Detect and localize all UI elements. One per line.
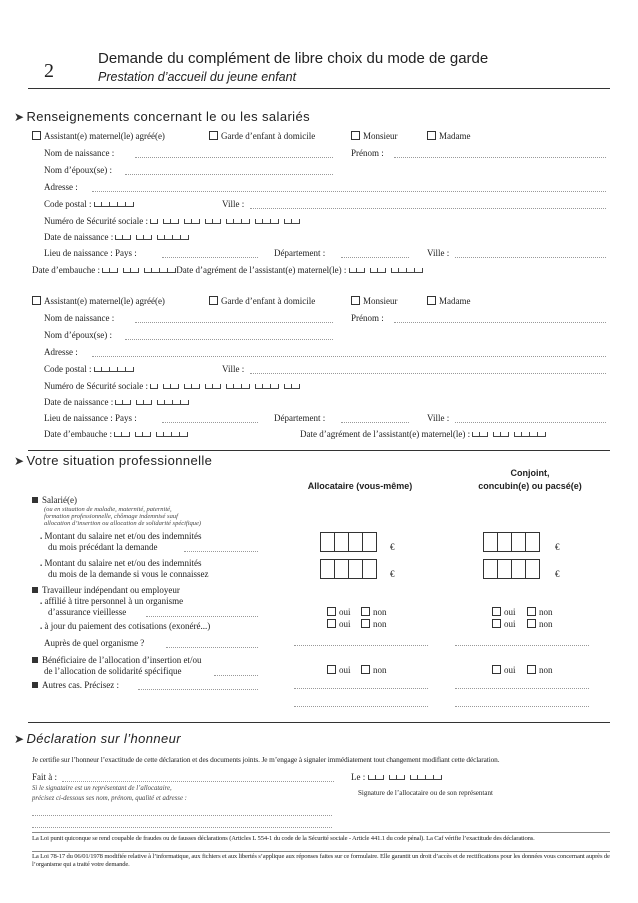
- label-oui: oui: [504, 665, 516, 675]
- label-montant1-b: du mois précédant la demande: [48, 542, 158, 552]
- checkbox-monsieur-2[interactable]: [351, 296, 360, 305]
- section-situation-rule: [28, 722, 610, 723]
- checkbox-benef-oui-a[interactable]: [327, 665, 336, 674]
- field-date-signature[interactable]: [368, 772, 442, 782]
- label-oui: oui: [339, 607, 351, 617]
- field-code-postal-2[interactable]: [94, 364, 134, 374]
- label-montant1-a: Montant du salaire net et/ou des indemnités: [44, 531, 202, 541]
- label-monsieur-2: Monsieur: [363, 296, 398, 306]
- field-date-naissance-2[interactable]: [115, 397, 189, 407]
- declaration-text: Je certifie sur l’honneur l’exactitude de cette déclaration et des documents joints. Je m’engage à signaler immédiatement tout changement modifiant cette déclaration.: [32, 755, 500, 764]
- field-prenom-2[interactable]: [394, 322, 606, 323]
- section-salaries-title: [14, 109, 310, 124]
- field-date-embauche-2[interactable]: [114, 429, 188, 439]
- label-prenom-1: Prénom :: [351, 148, 384, 158]
- label-nom-epoux-1: Nom d’époux(se) :: [44, 165, 112, 175]
- checkbox-jour-oui-a[interactable]: [327, 619, 336, 628]
- signature-label: Signature de l’allocataire ou de son représentant: [358, 789, 493, 797]
- dots: [184, 551, 258, 552]
- label-ville-2: Ville :: [222, 364, 245, 374]
- field-ville-naissance-2[interactable]: [455, 422, 606, 423]
- field-autres-b2[interactable]: [455, 706, 589, 707]
- field-fait-a[interactable]: [62, 781, 334, 782]
- field-autres-a1[interactable]: [294, 688, 428, 689]
- dots: [166, 647, 258, 648]
- label-beneficiaire-b: de l’allocation de solidarité spécifique: [44, 666, 182, 676]
- field-nss-1[interactable]: [150, 216, 300, 226]
- label-non: non: [373, 607, 387, 617]
- footer-rule-1: [32, 832, 610, 833]
- label-ville-1: Ville :: [222, 199, 245, 209]
- label-nom-epoux-2: Nom d’époux(se) :: [44, 330, 112, 340]
- label-departement-2: Département :: [274, 413, 326, 423]
- label-date-embauche-2: Date d’embauche :: [44, 429, 112, 439]
- label-date-naissance-1: Date de naissance :: [44, 232, 114, 242]
- euro-1b: €: [555, 542, 560, 552]
- footer-loi-fraude: La Loi punit quiconque se rend coupable de fraudes ou de fausses déclarations (Articles L 554-1 du code de la Sécurité sociale - Article 441.1 du code pénal). La Caf vérifie l’exactitude des déclarations.: [32, 835, 535, 842]
- section-declaration-label: Déclaration sur l’honneur: [26, 731, 181, 746]
- label-non: non: [539, 619, 553, 629]
- label-madame-1: Madame: [439, 131, 471, 141]
- arrow-icon: ➤: [14, 454, 25, 468]
- checkbox-jour-non-a[interactable]: [361, 619, 370, 628]
- label-non: non: [539, 665, 553, 675]
- label-date-naissance-2: Date de naissance :: [44, 397, 114, 407]
- field-adresse-2[interactable]: [92, 356, 606, 357]
- checkbox-assistant-1[interactable]: [32, 131, 41, 140]
- label-lieu-naissance-1: Lieu de naissance : Pays :: [44, 248, 137, 258]
- label-code-postal-2: Code postal :: [44, 364, 92, 374]
- label-fait-a: Fait à :: [32, 772, 57, 782]
- checkbox-madame-2[interactable]: [427, 296, 436, 305]
- checkbox-assistant-2[interactable]: [32, 296, 41, 305]
- arrow-icon: ➤: [14, 110, 25, 124]
- label-garde-1: Garde d’enfant à domicile: [221, 131, 316, 141]
- checkbox-jour-oui-b[interactable]: [492, 619, 501, 628]
- salarie-note-2: formation professionnelle, chômage indemnisé sauf: [44, 513, 178, 520]
- label-non: non: [539, 607, 553, 617]
- field-departement-2[interactable]: [341, 422, 409, 423]
- arrow-icon: ➤: [14, 732, 25, 746]
- section-declaration-title: [14, 731, 181, 746]
- checkbox-affilie-oui-a[interactable]: [327, 607, 336, 616]
- label-salarie: Salarié(e): [42, 495, 77, 505]
- footer-rule-2: [32, 851, 610, 852]
- checkbox-affilie-non-b[interactable]: [527, 607, 536, 616]
- label-prenom-2: Prénom :: [351, 313, 384, 323]
- page-title: Demande du complément de libre choix du mode de garde: [98, 50, 489, 67]
- label-adresse-2: Adresse :: [44, 347, 78, 357]
- field-pays-1[interactable]: [162, 257, 258, 258]
- montant1-allocataire[interactable]: [320, 532, 376, 554]
- label-code-postal-1: Code postal :: [44, 199, 92, 209]
- footer-loi-informatique: La Loi 78-17 du 06/01/1978 modifiée relative à l’informatique, aux fichiers et aux libertés s’applique aux réponses faites sur ce formulaire. Elle garantit un droit d’accès et de rectifications pour les données vous concernant auprès de l’organisme qui a traité votre demande.: [32, 853, 610, 868]
- field-code-postal-1[interactable]: [94, 199, 134, 209]
- label-nom-naissance-1: Nom de naissance :: [44, 148, 115, 158]
- label-nom-naissance-2: Nom de naissance :: [44, 313, 115, 323]
- label-oui: oui: [504, 607, 516, 617]
- field-ville-2[interactable]: [250, 373, 606, 374]
- checkbox-madame-1[interactable]: [427, 131, 436, 140]
- field-autres-b1[interactable]: [455, 688, 589, 689]
- section-situation-label: Votre situation professionnelle: [26, 453, 213, 468]
- euro-2a: €: [390, 569, 395, 579]
- label-garde-2: Garde d’enfant à domicile: [221, 296, 316, 306]
- declaration-note-2: précisez ci-dessous ses nom, prénom, qualité et adresse :: [32, 795, 187, 802]
- field-nom-naissance-2[interactable]: [135, 322, 333, 323]
- label-aupres: Auprès de quel organisme ?: [44, 638, 145, 648]
- field-departement-1[interactable]: [341, 257, 409, 258]
- label-jour-paiement: à jour du paiement des cotisations (exonéré...): [44, 621, 211, 631]
- bullet-icon: [32, 587, 38, 593]
- bullet-icon: [32, 657, 38, 663]
- label-affilie-a: affilié à titre personnel à un organisme: [44, 596, 184, 606]
- field-representant-2[interactable]: [32, 827, 332, 828]
- section-salaries-label: Renseignements concernant le ou les salariés: [26, 109, 310, 124]
- montant1-conjoint[interactable]: [483, 532, 539, 554]
- label-montant2-b: du mois de la demande si vous le connaissez: [48, 569, 209, 579]
- field-organisme-a[interactable]: [294, 645, 428, 646]
- label-affilie-b: d’assurance vieillesse: [48, 607, 127, 617]
- label-nss-2: Numéro de Sécurité sociale :: [44, 381, 148, 391]
- checkbox-monsieur-1[interactable]: [351, 131, 360, 140]
- page-subtitle: Prestation d’accueil du jeune enfant: [98, 70, 297, 84]
- field-nom-epoux-1[interactable]: [125, 174, 333, 175]
- bullet-icon: [32, 497, 38, 503]
- checkbox-benef-oui-b[interactable]: [492, 665, 501, 674]
- field-date-agrement-1[interactable]: [349, 265, 423, 275]
- label-departement-1: Département :: [274, 248, 326, 258]
- label-oui: oui: [339, 665, 351, 675]
- label-monsieur-1: Monsieur: [363, 131, 398, 141]
- col-conjoint-1: Conjoint,: [510, 468, 550, 478]
- checkbox-benef-non-a[interactable]: [361, 665, 370, 674]
- field-date-embauche-1[interactable]: [102, 265, 176, 275]
- field-nom-epoux-2[interactable]: [125, 339, 333, 340]
- dots: [214, 675, 258, 676]
- label-montant2-a: Montant du salaire net et/ou des indemnités: [44, 558, 202, 568]
- field-ville-naissance-1[interactable]: [455, 257, 606, 258]
- label-lieu-naissance-2: Lieu de naissance : Pays :: [44, 413, 137, 423]
- col-allocataire: Allocataire (vous-même): [307, 481, 413, 491]
- label-madame-2: Madame: [439, 296, 471, 306]
- section-situation-title: [14, 453, 212, 468]
- label-assistant-1: Assistant(e) maternel(le) agréé(e): [44, 131, 165, 141]
- label-oui: oui: [504, 619, 516, 629]
- salarie-note-1: (ou en situation de maladie, maternité, paternité,: [44, 506, 172, 513]
- header-rule: [28, 88, 610, 89]
- salarie-note-3: allocation d’insertion ou allocation de solidarité spécifique): [44, 520, 202, 527]
- dots: [146, 616, 258, 617]
- field-representant-1[interactable]: [32, 815, 332, 816]
- field-date-naissance-1[interactable]: [115, 232, 189, 242]
- checkbox-benef-non-b[interactable]: [527, 665, 536, 674]
- section-salaries-rule: [28, 450, 610, 451]
- bullet-icon: [32, 682, 38, 688]
- euro-1a: €: [390, 542, 395, 552]
- field-adresse-1[interactable]: [92, 191, 606, 192]
- label-independant: Travailleur indépendant ou employeur: [42, 585, 180, 595]
- label-date-agrement-1: Date d’agrément de l’assistant(e) maternel(le) :: [176, 265, 347, 275]
- label-nss-1: Numéro de Sécurité sociale :: [44, 216, 148, 226]
- col-conjoint-2: concubin(e) ou pacsé(e): [478, 481, 582, 491]
- checkbox-jour-non-b[interactable]: [527, 619, 536, 628]
- field-nss-2[interactable]: [150, 381, 300, 391]
- label-beneficiaire-a: Bénéficiaire de l’allocation d’insertion et/ou: [42, 655, 202, 665]
- field-ville-1[interactable]: [250, 208, 606, 209]
- field-pays-2[interactable]: [162, 422, 258, 423]
- label-le: Le :: [351, 772, 366, 782]
- label-autres: Autres cas. Précisez :: [42, 680, 119, 690]
- montant2-allocataire[interactable]: [320, 559, 376, 581]
- euro-2b: €: [555, 569, 560, 579]
- label-date-agrement-2: Date d’agrément de l’assistant(e) maternel(le) :: [300, 429, 471, 439]
- label-ville-naissance-1: Ville :: [427, 248, 450, 258]
- label-oui: oui: [339, 619, 351, 629]
- label-date-embauche-1: Date d’embauche :: [32, 265, 100, 275]
- label-non: non: [373, 619, 387, 629]
- label-adresse-1: Adresse :: [44, 182, 78, 192]
- checkbox-affilie-non-a[interactable]: [361, 607, 370, 616]
- checkbox-garde-1[interactable]: [209, 131, 218, 140]
- page-number: 2: [44, 60, 54, 82]
- checkbox-affilie-oui-b[interactable]: [492, 607, 501, 616]
- checkbox-garde-2[interactable]: [209, 296, 218, 305]
- field-autres-a2[interactable]: [294, 706, 428, 707]
- field-organisme-b[interactable]: [455, 645, 589, 646]
- declaration-note-1: Si le signataire est un représentant de l’allocataire,: [32, 785, 172, 792]
- label-non: non: [373, 665, 387, 675]
- field-nom-naissance-1[interactable]: [135, 157, 333, 158]
- dots: [138, 689, 258, 690]
- label-ville-naissance-2: Ville :: [427, 413, 450, 423]
- field-prenom-1[interactable]: [394, 157, 606, 158]
- field-date-agrement-2[interactable]: [472, 429, 546, 439]
- montant2-conjoint[interactable]: [483, 559, 539, 581]
- label-assistant-2: Assistant(e) maternel(le) agréé(e): [44, 296, 165, 306]
